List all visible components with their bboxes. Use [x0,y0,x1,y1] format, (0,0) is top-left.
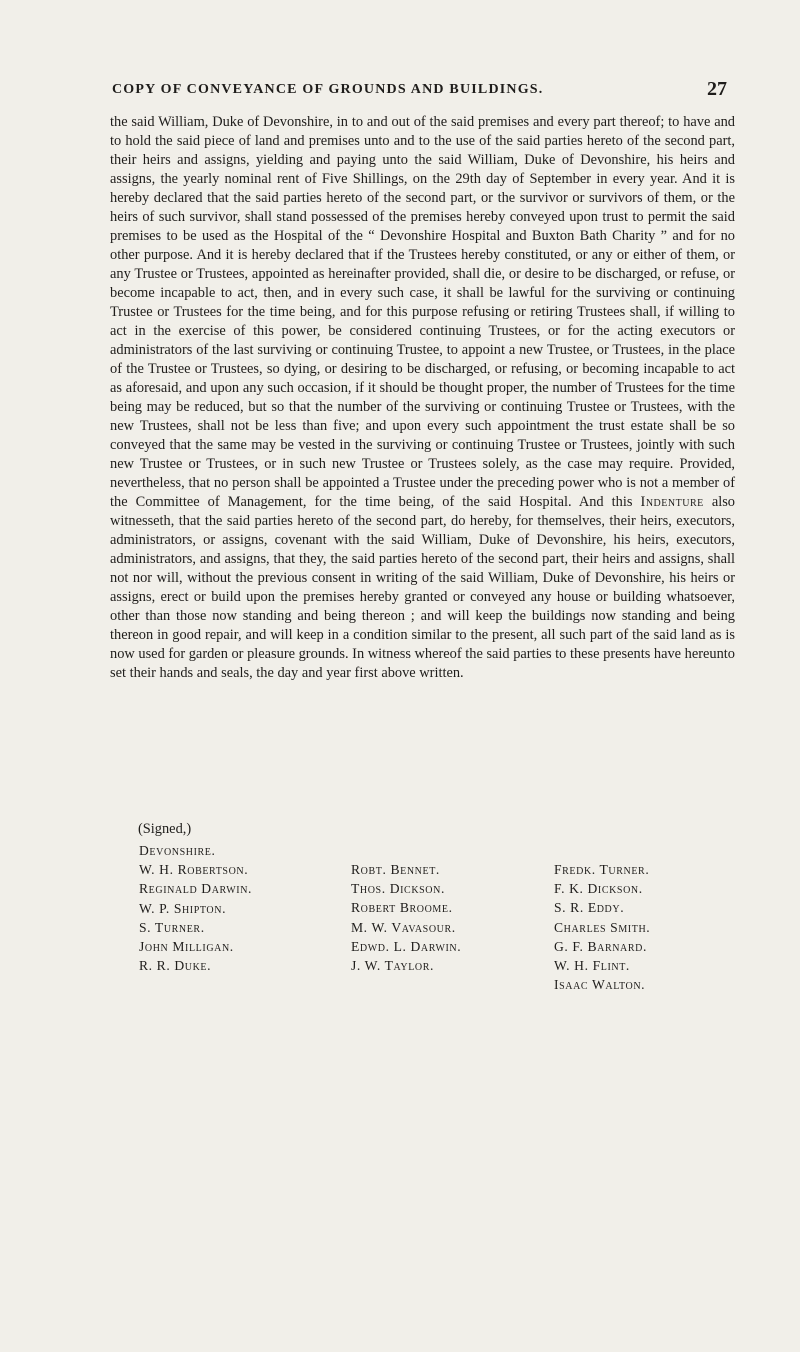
page-header [0,78,800,102]
signature-column-2 [351,860,461,975]
signature-name: John Milligan. [139,938,234,954]
signature-name: Thos. Dickson. [351,881,445,897]
signature-name: J. W. Taylor. [351,957,435,973]
signature-name: Isaac Walton. [554,977,646,993]
signature-name: Fredk. Turner. [554,862,650,877]
page-number: 27 [707,78,727,100]
signature-name: F. K. Dickson. [554,881,643,897]
signature-name: Devonshire. [139,843,216,858]
indenture-word: Indenture [640,494,704,510]
running-head: COPY OF CONVEYANCE OF GROUNDS AND BUILDINGS. [112,82,544,97]
signature-name: Reginald Darwin. [139,881,253,897]
signature-name: Robt. Bennet. [351,862,440,877]
signature-name: Charles Smith. [554,919,651,935]
signature-name: G. F. Barnard. [554,938,647,954]
signed-label: (Signed,) [138,821,192,837]
signature-name: W. P. Shipton. [139,900,227,916]
signature-name: Robert Broome. [351,900,453,916]
body-paragraph [110,113,735,683]
signature-column-3 [554,860,650,994]
signature-name: S. R. Eddy. [554,900,625,916]
signature-name: Edwd. L. Darwin. [351,938,462,954]
signature-name: M. W. Vavasour. [351,919,456,935]
signature-column-1 [139,841,252,975]
signature-name: S. Turner. [139,919,205,935]
signature-name: W. H. Flint. [554,957,630,973]
signature-name: W. H. Robertson. [139,862,249,878]
body-text-part-1: the said William, Duke of Devonshire, in to and out of the said premises and every part thereof; to have and to hold the said piece of land and premises unto and to the use of the said parties hereto of the second part, their heirs and assigns, yielding and paying unto the said William, Duke of Devonshire, his heirs and assigns, the yearly nominal rent of Five Shillings, on the 29th day of September in every year. And it is hereby declared that the said parties hereto of the second part, or the survivor or survivors of them, or the heirs of such survivor, shall stand possessed of the premises hereby conveyed upon trust to permit the said premises to be used as the Hospital of the “ Devonshire Hospital and Buxton Bath Charity ” and for no other purpose. And it is hereby declared that if the Trustees hereby constituted, or any or either of them, or any Trustee or Trustees, appointed as hereinafter provided, shall die, or desire to be discharged, or refuse, or become incapable to act, then, and in every such case, it shall be lawful for the surviving or continuing Trustee or Trustees for the time being, and for this purpose refusing or retiring Trustees shall, if willing to act in the exercise of this power, be considered continuing Trustees, or for the acting executors or administrators of the last surviving or continuing Trustee, to appoint a new Trustee, or Trustees, in the place of the Trustee or Trustees, so dying, or desiring to be discharged, or refusing, or becoming incapable to act as aforesaid, and upon any such occasion, if it should be thought proper, the number of Trustees for the time being may be reduced, but so that the number of the surviving or continuing Trustee or Trustees, with the new Trustees, shall not be less than five; and upon every such appointment the trust estate shall be so conveyed that the same may be vested in the surviving or continuing Trustee or Trustees, jointly with such new Trustee or Trustees, or in such new Trustee or Trustees solely, as the case may require. Provided, nevertheless, that no person shall be appointed a Trustee under the preceding power who is not a member of the Committee of Management, for the time being, of the said Hospital. And this [110,114,735,510]
body-text-part-2: also witnesseth, that the said parties hereto of the second part, do hereby, for themselves, their heirs, executors, administrators, or assigns, covenant with the said William, Duke of Devonshire, his heirs, executors, administrators, and assigns, that they, the said parties hereto of the second part, their heirs and assigns, shall not nor will, without the previous consent in writing of the said William, Duke of Devonshire, his heirs or assigns, erect or build upon the premises hereby granted or conveyed any house or building whatsoever, other than those now standing and being thereon ; and will keep the buildings now standing and being thereon in good repair, and will keep in a condition similar to the present, all such part of the said land as is now used for garden or pleasure grounds. In witness whereof the said parties to these presents have hereunto set their hands and seals, the day and year first above written. [110,494,736,681]
signature-name: R. R. Duke. [139,958,212,974]
